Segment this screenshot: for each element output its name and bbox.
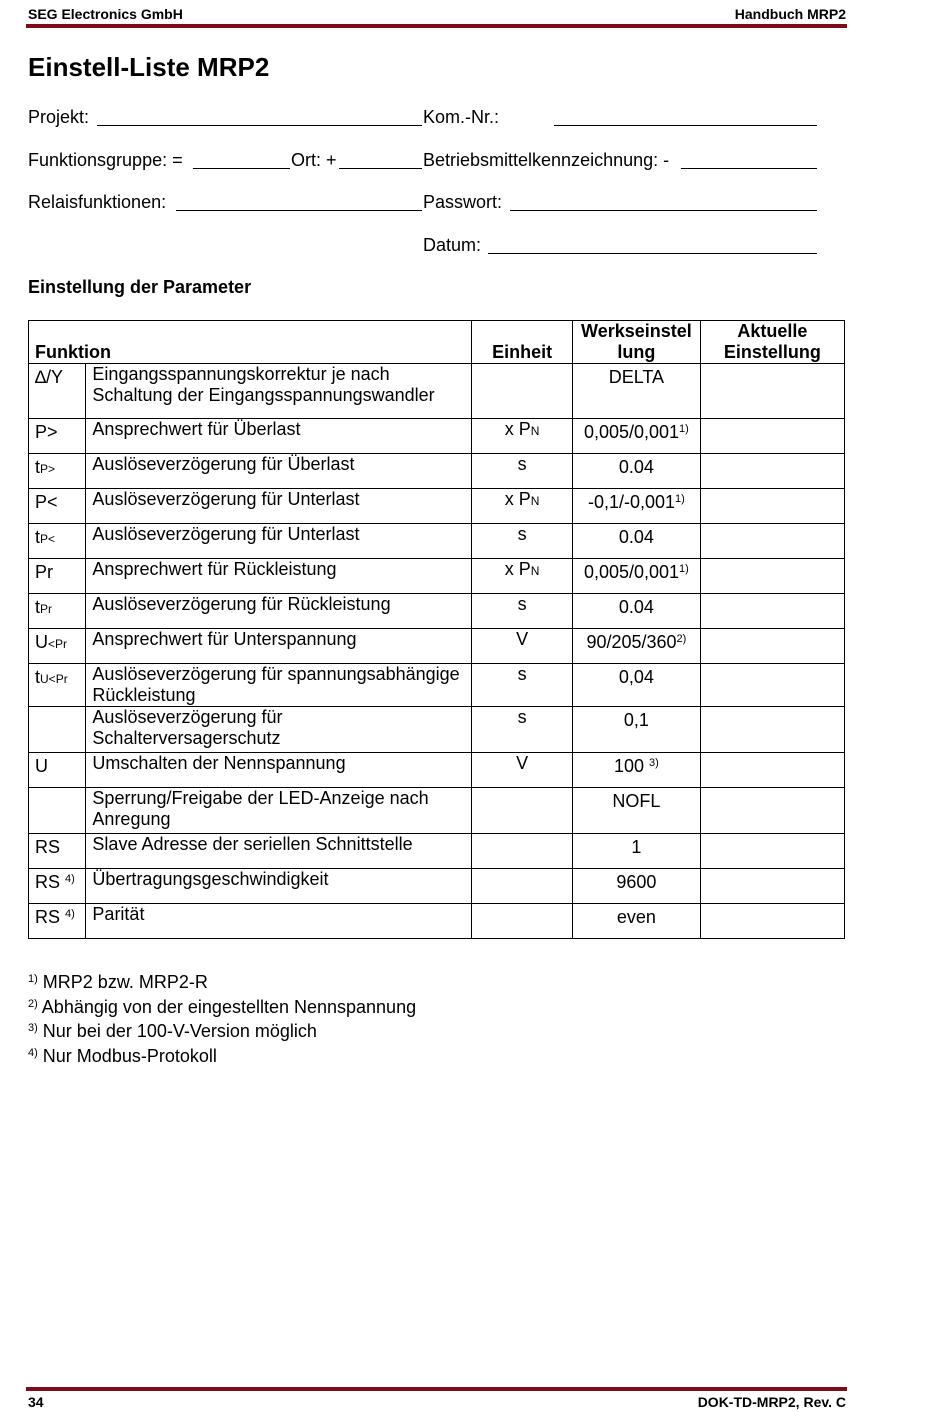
betriebsmittel-field[interactable] <box>681 168 817 169</box>
param-current-setting[interactable] <box>700 753 844 788</box>
section-title: Einstellung der Parameter <box>28 277 252 297</box>
footnotes <box>28 969 416 1067</box>
param-default: 1 <box>572 834 700 869</box>
table-row <box>29 788 845 834</box>
param-current-setting[interactable] <box>700 454 844 489</box>
passwort-field[interactable] <box>510 210 817 211</box>
table-row <box>29 594 845 629</box>
header-aktuelle-einstellung: Aktuelle Einstellung <box>700 321 844 364</box>
table-row <box>29 419 845 454</box>
param-unit: s <box>472 454 573 489</box>
param-symbol: RS $^{4)}$ <box>29 869 86 904</box>
footnote: $^{2)}$ Abhängig von der eingestellten Nennspannung <box>28 996 417 1017</box>
page-footer <box>28 1394 846 1410</box>
param-current-setting[interactable] <box>700 869 844 904</box>
param-default: 0,005/0,001$^{1)}$ <box>572 419 700 454</box>
param-symbol: tP> <box>29 454 86 489</box>
header-einheit: Einheit <box>472 321 573 364</box>
page-title: Einstell-Liste MRP2 <box>28 52 270 82</box>
relaisfunktionen-field[interactable] <box>176 210 422 211</box>
param-description: Übertragungsgeschwindigkeit <box>86 869 472 904</box>
footnote: $^{1)}$ MRP2 bzw. MRP2-R <box>28 972 208 992</box>
table-row <box>29 489 845 524</box>
param-unit: V <box>472 629 573 664</box>
param-unit: x PN <box>472 489 573 524</box>
param-symbol: RS <box>29 834 86 869</box>
param-symbol <box>29 788 86 834</box>
param-default: -0,1/-0,001$^{1)}$ <box>572 489 700 524</box>
param-symbol <box>29 707 86 753</box>
table-row <box>29 524 845 559</box>
param-unit: s <box>472 594 573 629</box>
param-current-setting[interactable] <box>700 788 844 834</box>
ort-label: Ort: + <box>291 150 337 170</box>
param-current-setting[interactable] <box>700 364 844 419</box>
param-symbol: Pr <box>29 559 86 594</box>
param-symbol: tP< <box>29 524 86 559</box>
parameter-table <box>28 320 845 939</box>
ort-field[interactable] <box>339 168 422 169</box>
param-default: 0,1 <box>572 707 700 753</box>
param-description: Ansprechwert für Rückleistung <box>86 559 472 594</box>
footnote: $^{3)}$ Nur bei der 100-V-Version möglich <box>28 1021 317 1041</box>
table-row <box>29 834 845 869</box>
betriebsmittel-label: Betriebsmittelkennzeichnung: - <box>423 150 670 170</box>
footer-rule <box>26 1387 847 1391</box>
passwort-label: Passwort: <box>423 192 503 212</box>
datum-field[interactable] <box>488 253 817 254</box>
param-current-setting[interactable] <box>700 419 844 454</box>
table-row <box>29 454 845 489</box>
header-funktion: Funktion <box>29 321 472 364</box>
param-unit <box>472 904 573 939</box>
param-current-setting[interactable] <box>700 629 844 664</box>
param-description: Ansprechwert für Überlast <box>86 419 472 454</box>
table-row <box>29 559 845 594</box>
param-unit: s <box>472 707 573 753</box>
param-description: Parität <box>86 904 472 939</box>
table-row <box>29 364 845 419</box>
param-symbol: P< <box>29 489 86 524</box>
param-default: 90/205/360$^{2)}$ <box>572 629 700 664</box>
footnote: $^{4)}$ Nur Modbus-Protokoll <box>28 1045 217 1066</box>
param-default: 0.04 <box>572 454 700 489</box>
table-row <box>29 664 845 707</box>
kom-nr-field[interactable] <box>554 125 817 126</box>
page-number: 34 <box>28 1394 44 1410</box>
param-symbol: P> <box>29 419 86 454</box>
kom-nr-label: Kom.-Nr.: <box>423 107 500 127</box>
table-row <box>29 629 845 664</box>
funktionsgruppe-field[interactable] <box>193 168 290 169</box>
company-name: SEG Electronics GmbH <box>28 6 183 22</box>
param-unit <box>472 869 573 904</box>
param-symbol: tPr <box>29 594 86 629</box>
table-header-row <box>29 321 845 364</box>
param-unit: x PN <box>472 419 573 454</box>
page-header <box>28 6 846 22</box>
param-description: Eingangsspannungskorrektur je nach Schaltung der Eingangsspannungswandler <box>86 364 472 419</box>
param-description: Auslöseverzögerung für Überlast <box>86 454 472 489</box>
param-symbol: RS $^{4)}$ <box>29 904 86 939</box>
relaisfunktionen-label: Relaisfunktionen: <box>28 192 167 212</box>
param-unit: s <box>472 524 573 559</box>
table-row <box>29 904 845 939</box>
funktionsgruppe-label: Funktionsgruppe: = <box>28 150 183 170</box>
param-default: NOFL <box>572 788 700 834</box>
param-default: 0.04 <box>572 594 700 629</box>
projekt-field[interactable] <box>97 125 422 126</box>
param-description: Ansprechwert für Unterspannung <box>86 629 472 664</box>
param-unit: V <box>472 753 573 788</box>
param-description: Umschalten der Nennspannung <box>86 753 472 788</box>
table-row <box>29 753 845 788</box>
param-description: Auslöseverzögerung für Rückleistung <box>86 594 472 629</box>
param-default: 9600 <box>572 869 700 904</box>
table-row <box>29 869 845 904</box>
param-current-setting[interactable] <box>700 664 844 707</box>
param-description: Auslöseverzögerung für spannungsabhängige Rückleistung <box>86 664 472 707</box>
param-current-setting[interactable] <box>700 524 844 559</box>
param-unit: s <box>472 664 573 707</box>
param-default: even <box>572 904 700 939</box>
projekt-label: Projekt: <box>28 107 90 127</box>
param-default: DELTA <box>572 364 700 419</box>
param-current-setting[interactable] <box>700 559 844 594</box>
param-current-setting[interactable] <box>700 707 844 753</box>
header-rule <box>26 24 847 28</box>
manual-name: Handbuch MRP2 <box>734 6 846 22</box>
param-current-setting[interactable] <box>700 904 844 939</box>
param-symbol: U <box>29 753 86 788</box>
param-symbol: ∆/Y <box>29 364 86 419</box>
param-symbol: U<Pr <box>29 629 86 664</box>
param-default: 0,005/0,001$^{1)}$ <box>572 559 700 594</box>
param-current-setting[interactable] <box>700 594 844 629</box>
param-unit <box>472 788 573 834</box>
param-symbol: tU<Pr <box>29 664 86 707</box>
document-id: DOK-TD-MRP2, Rev. C <box>697 1394 846 1410</box>
header-werkseinstellung: Werkseinstel lung <box>572 321 700 364</box>
param-default: 0.04 <box>572 524 700 559</box>
datum-label: Datum: <box>423 235 482 255</box>
param-default: 100 $^{3)}$ <box>572 753 700 788</box>
param-description: Auslöseverzögerung für Unterlast <box>86 489 472 524</box>
param-description: Slave Adresse der seriellen Schnittstelle <box>86 834 472 869</box>
param-current-setting[interactable] <box>700 489 844 524</box>
param-description: Auslöseverzögerung für Schalterversagerschutz <box>86 707 472 753</box>
param-unit: x PN <box>472 559 573 594</box>
param-unit <box>472 364 573 419</box>
param-unit <box>472 834 573 869</box>
param-default: 0,04 <box>572 664 700 707</box>
table-row <box>29 707 845 753</box>
param-current-setting[interactable] <box>700 834 844 869</box>
param-description: Sperrung/Freigabe der LED-Anzeige nach Anregung <box>86 788 472 834</box>
param-description: Auslöseverzögerung für Unterlast <box>86 524 472 559</box>
